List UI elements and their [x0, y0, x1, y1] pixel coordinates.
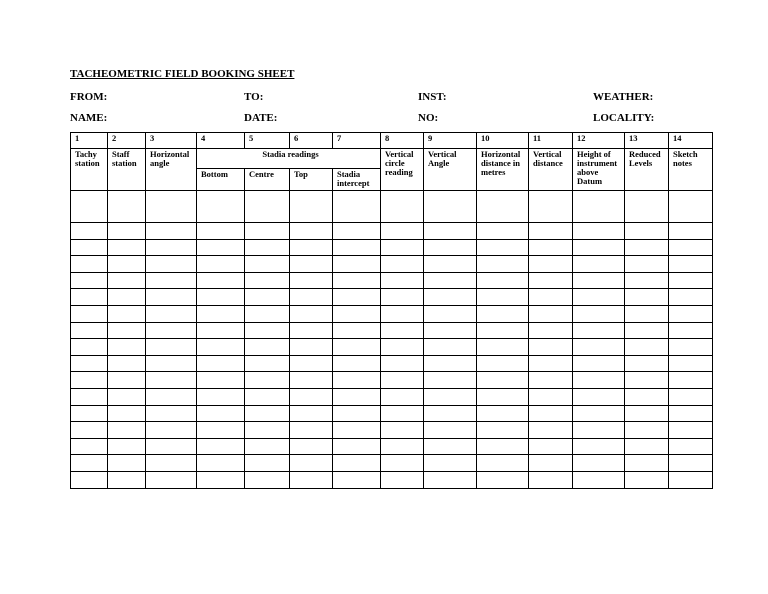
entry-cell[interactable]: [381, 405, 424, 422]
entry-cell[interactable]: [197, 305, 245, 322]
entry-cell[interactable]: [290, 305, 333, 322]
entry-cell[interactable]: [529, 372, 573, 389]
entry-cell[interactable]: [333, 223, 381, 240]
entry-cell[interactable]: [245, 388, 290, 405]
entry-cell[interactable]: [108, 289, 146, 306]
entry-cell[interactable]: [71, 322, 108, 339]
entry-cell[interactable]: [108, 422, 146, 439]
header-centre: Centre: [245, 169, 290, 191]
entry-cell[interactable]: [108, 388, 146, 405]
entry-cell[interactable]: [71, 289, 108, 306]
entry-cell[interactable]: [333, 322, 381, 339]
table-row: [71, 289, 713, 306]
table-row: [71, 372, 713, 389]
entry-cell[interactable]: [197, 355, 245, 372]
entry-cell[interactable]: [669, 322, 713, 339]
entry-cell[interactable]: [381, 355, 424, 372]
entry-cell[interactable]: [477, 289, 529, 306]
entry-cell[interactable]: [197, 455, 245, 472]
entry-cell[interactable]: [71, 272, 108, 289]
entry-cell[interactable]: [669, 272, 713, 289]
entry-cell[interactable]: [573, 223, 625, 240]
entry-cell[interactable]: [290, 455, 333, 472]
weather-label: WEATHER:: [593, 91, 654, 103]
entry-cell[interactable]: [573, 438, 625, 455]
entry-cell[interactable]: [573, 239, 625, 256]
table-row: [71, 355, 713, 372]
entry-cell[interactable]: [290, 388, 333, 405]
entry-cell[interactable]: [290, 239, 333, 256]
entry-cell[interactable]: [477, 422, 529, 439]
entry-cell[interactable]: [333, 471, 381, 488]
entry-cell[interactable]: [290, 289, 333, 306]
inst-label: INST:: [418, 91, 447, 103]
header-stadia-readings: Stadia readings: [197, 149, 381, 169]
entry-cell[interactable]: [108, 239, 146, 256]
entry-cell[interactable]: [381, 239, 424, 256]
header-staff-station: Staff station: [108, 149, 146, 191]
entry-cell[interactable]: [146, 289, 197, 306]
header-reduced-levels: Reduced Levels: [625, 149, 669, 191]
entry-cell[interactable]: [333, 372, 381, 389]
entry-cell[interactable]: [625, 471, 669, 488]
entry-cell[interactable]: [381, 256, 424, 273]
entry-cell[interactable]: [669, 405, 713, 422]
entry-cell[interactable]: [381, 305, 424, 322]
entry-cell[interactable]: [245, 339, 290, 356]
entry-cell[interactable]: [625, 455, 669, 472]
entry-cell[interactable]: [71, 305, 108, 322]
entry-cell[interactable]: [381, 191, 424, 223]
entry-cell[interactable]: [197, 339, 245, 356]
entry-cell[interactable]: [245, 191, 290, 223]
table-row: [71, 455, 713, 472]
entry-cell[interactable]: [146, 405, 197, 422]
table-row: [71, 471, 713, 488]
header-sketch-notes: Sketch notes: [669, 149, 713, 191]
entry-cell[interactable]: [477, 372, 529, 389]
column-number: 8: [381, 133, 424, 149]
entry-cell[interactable]: [529, 305, 573, 322]
entry-cell[interactable]: [573, 339, 625, 356]
entry-cell[interactable]: [669, 305, 713, 322]
entry-cell[interactable]: [146, 322, 197, 339]
entry-cell[interactable]: [146, 191, 197, 223]
entry-cell[interactable]: [529, 256, 573, 273]
entry-cell[interactable]: [573, 191, 625, 223]
entry-cell[interactable]: [245, 471, 290, 488]
table-row: [71, 422, 713, 439]
entry-cell[interactable]: [333, 256, 381, 273]
entry-cell[interactable]: [197, 422, 245, 439]
entry-cell[interactable]: [529, 388, 573, 405]
entry-cell[interactable]: [245, 272, 290, 289]
entry-cell[interactable]: [71, 388, 108, 405]
entry-cell[interactable]: [669, 438, 713, 455]
entry-cell[interactable]: [424, 471, 477, 488]
entry-cell[interactable]: [245, 223, 290, 240]
entry-cell[interactable]: [108, 322, 146, 339]
entry-cell[interactable]: [625, 339, 669, 356]
entry-cell[interactable]: [108, 438, 146, 455]
entry-cell[interactable]: [245, 372, 290, 389]
entry-cell[interactable]: [625, 223, 669, 240]
entry-cell[interactable]: [625, 422, 669, 439]
entry-cell[interactable]: [71, 438, 108, 455]
entry-cell[interactable]: [669, 339, 713, 356]
entry-cell[interactable]: [573, 388, 625, 405]
column-number: 5: [245, 133, 290, 149]
column-number: 9: [424, 133, 477, 149]
entry-cell[interactable]: [108, 455, 146, 472]
entry-cell[interactable]: [108, 339, 146, 356]
entry-cell[interactable]: [424, 405, 477, 422]
entry-cell[interactable]: [108, 355, 146, 372]
no-label: NO:: [418, 112, 439, 124]
entry-cell[interactable]: [573, 471, 625, 488]
entry-cell[interactable]: [477, 455, 529, 472]
entry-cell[interactable]: [71, 471, 108, 488]
entry-cell[interactable]: [197, 289, 245, 306]
entry-cell[interactable]: [669, 289, 713, 306]
table-row: [71, 405, 713, 422]
column-number-row: [71, 133, 713, 149]
to-label: TO:: [244, 91, 264, 103]
entry-cell[interactable]: [625, 405, 669, 422]
entry-cell[interactable]: [71, 239, 108, 256]
entry-cell[interactable]: [71, 372, 108, 389]
header-height-of-instrument: Height of instrument above Datum: [573, 149, 625, 191]
entry-cell[interactable]: [573, 355, 625, 372]
entry-cell[interactable]: [669, 372, 713, 389]
entry-cell[interactable]: [71, 223, 108, 240]
entry-cell[interactable]: [290, 223, 333, 240]
entry-cell[interactable]: [245, 256, 290, 273]
entry-cell[interactable]: [333, 239, 381, 256]
entry-cell[interactable]: [290, 422, 333, 439]
entry-cell[interactable]: [290, 471, 333, 488]
entry-cell[interactable]: [245, 455, 290, 472]
entry-cell[interactable]: [108, 305, 146, 322]
entry-cell[interactable]: [71, 355, 108, 372]
entry-cell[interactable]: [477, 438, 529, 455]
column-number: 11: [529, 133, 573, 149]
entry-cell[interactable]: [245, 322, 290, 339]
entry-cell[interactable]: [146, 256, 197, 273]
entry-cell[interactable]: [424, 455, 477, 472]
entry-cell[interactable]: [669, 256, 713, 273]
entry-cell[interactable]: [424, 223, 477, 240]
entry-cell[interactable]: [333, 405, 381, 422]
entry-cell[interactable]: [529, 355, 573, 372]
entry-cell[interactable]: [146, 223, 197, 240]
entry-cell[interactable]: [245, 438, 290, 455]
column-number: 12: [573, 133, 625, 149]
entry-cell[interactable]: [424, 305, 477, 322]
entry-cell[interactable]: [625, 355, 669, 372]
entry-cell[interactable]: [424, 322, 477, 339]
entry-cell[interactable]: [669, 223, 713, 240]
entry-cell[interactable]: [146, 471, 197, 488]
entry-cell[interactable]: [625, 272, 669, 289]
entry-cell[interactable]: [245, 289, 290, 306]
column-number: 14: [669, 133, 713, 149]
entry-cell[interactable]: [333, 305, 381, 322]
entry-cell[interactable]: [477, 388, 529, 405]
entry-cell[interactable]: [108, 256, 146, 273]
entry-cell[interactable]: [625, 322, 669, 339]
entry-cell[interactable]: [146, 372, 197, 389]
table-row: [71, 322, 713, 339]
entry-cell[interactable]: [290, 256, 333, 273]
header-row-1: [71, 149, 713, 169]
entry-cell[interactable]: [71, 422, 108, 439]
entry-cell[interactable]: [290, 438, 333, 455]
table-row: [71, 339, 713, 356]
entry-cell[interactable]: [71, 191, 108, 223]
entry-cell[interactable]: [245, 239, 290, 256]
entry-cell[interactable]: [529, 339, 573, 356]
entry-cell[interactable]: [108, 372, 146, 389]
entry-cell[interactable]: [381, 289, 424, 306]
entry-cell[interactable]: [197, 372, 245, 389]
entry-cell[interactable]: [71, 339, 108, 356]
entry-cell[interactable]: [424, 438, 477, 455]
entry-cell[interactable]: [146, 272, 197, 289]
entry-cell[interactable]: [573, 455, 625, 472]
entry-cell[interactable]: [529, 272, 573, 289]
column-number: 6: [290, 133, 333, 149]
entry-cell[interactable]: [477, 355, 529, 372]
entry-cell[interactable]: [197, 272, 245, 289]
entry-cell[interactable]: [424, 372, 477, 389]
entry-cell[interactable]: [381, 388, 424, 405]
entry-cell[interactable]: [146, 355, 197, 372]
header-top: Top: [290, 169, 333, 191]
entry-cell[interactable]: [245, 355, 290, 372]
entry-cell[interactable]: [424, 339, 477, 356]
entry-cell[interactable]: [573, 372, 625, 389]
entry-cell[interactable]: [529, 223, 573, 240]
entry-cell[interactable]: [424, 256, 477, 273]
entry-cell[interactable]: [333, 191, 381, 223]
entry-cell[interactable]: [669, 239, 713, 256]
entry-cell[interactable]: [477, 191, 529, 223]
entry-cell[interactable]: [381, 223, 424, 240]
entry-cell[interactable]: [146, 422, 197, 439]
booking-table: [70, 132, 713, 489]
entry-cell[interactable]: [573, 322, 625, 339]
entry-cell[interactable]: [146, 239, 197, 256]
entry-cell[interactable]: [529, 239, 573, 256]
entry-cell[interactable]: [197, 256, 245, 273]
sheet-title: TACHEOMETRIC FIELD BOOKING SHEET: [70, 68, 295, 80]
entry-cell[interactable]: [381, 455, 424, 472]
column-number: 4: [197, 133, 245, 149]
table-row: [71, 438, 713, 455]
entry-cell[interactable]: [424, 388, 477, 405]
entry-cell[interactable]: [108, 223, 146, 240]
entry-cell[interactable]: [146, 339, 197, 356]
entry-cell[interactable]: [381, 422, 424, 439]
entry-cell[interactable]: [197, 239, 245, 256]
table-row: [71, 272, 713, 289]
entry-cell[interactable]: [71, 256, 108, 273]
column-number: 7: [333, 133, 381, 149]
entry-cell[interactable]: [197, 223, 245, 240]
entry-cell[interactable]: [529, 438, 573, 455]
table-row: [71, 256, 713, 273]
name-label: NAME:: [70, 112, 108, 124]
entry-cell[interactable]: [290, 405, 333, 422]
entry-cell[interactable]: [529, 455, 573, 472]
entry-cell[interactable]: [625, 372, 669, 389]
entry-cell[interactable]: [333, 455, 381, 472]
entry-cell[interactable]: [477, 256, 529, 273]
entry-cell[interactable]: [333, 438, 381, 455]
entry-cell[interactable]: [424, 272, 477, 289]
entry-cell[interactable]: [477, 223, 529, 240]
table-row: [71, 239, 713, 256]
entry-cell[interactable]: [290, 372, 333, 389]
entry-cell[interactable]: [424, 191, 477, 223]
entry-cell[interactable]: [573, 422, 625, 439]
entry-cell[interactable]: [108, 191, 146, 223]
entry-cell[interactable]: [197, 438, 245, 455]
entry-cell[interactable]: [669, 191, 713, 223]
entry-cell[interactable]: [71, 455, 108, 472]
header-vertical-angle: Vertical Angle: [424, 149, 477, 191]
entry-cell[interactable]: [477, 305, 529, 322]
entry-cell[interactable]: [625, 289, 669, 306]
entry-cell[interactable]: [477, 272, 529, 289]
entry-cell[interactable]: [424, 422, 477, 439]
header-bottom: Bottom: [197, 169, 245, 191]
entry-cell[interactable]: [290, 355, 333, 372]
entry-cell[interactable]: [146, 305, 197, 322]
entry-cell[interactable]: [381, 322, 424, 339]
entry-cell[interactable]: [197, 388, 245, 405]
entry-cell[interactable]: [625, 388, 669, 405]
entry-cell[interactable]: [529, 289, 573, 306]
header-horizontal-distance: Horizontal distance in metres: [477, 149, 529, 191]
entry-cell[interactable]: [669, 422, 713, 439]
entry-cell[interactable]: [477, 322, 529, 339]
header-horizontal-angle: Horizontal angle: [146, 149, 197, 191]
entry-cell[interactable]: [290, 339, 333, 356]
header-tachy-station: Tachy station: [71, 149, 108, 191]
entry-cell[interactable]: [333, 339, 381, 356]
entry-cell[interactable]: [197, 191, 245, 223]
entry-cell[interactable]: [333, 355, 381, 372]
column-number: 1: [71, 133, 108, 149]
header-stadia-intercept: Stadia intercept: [333, 169, 381, 191]
column-number: 3: [146, 133, 197, 149]
entry-cell[interactable]: [381, 471, 424, 488]
entry-cell[interactable]: [381, 272, 424, 289]
entry-cell[interactable]: [333, 272, 381, 289]
from-label: FROM:: [70, 91, 108, 103]
date-label: DATE:: [244, 112, 278, 124]
entry-cell[interactable]: [477, 239, 529, 256]
entry-cell[interactable]: [108, 471, 146, 488]
entry-cell[interactable]: [477, 405, 529, 422]
entry-cell[interactable]: [669, 471, 713, 488]
entry-cell[interactable]: [381, 339, 424, 356]
entry-cell[interactable]: [197, 322, 245, 339]
entry-cell[interactable]: [424, 239, 477, 256]
header-vertical-distance: Vertical distance: [529, 149, 573, 191]
entry-cell[interactable]: [573, 256, 625, 273]
entry-cell[interactable]: [108, 272, 146, 289]
table-row: [71, 305, 713, 322]
entry-cell[interactable]: [529, 191, 573, 223]
entry-cell[interactable]: [71, 405, 108, 422]
entry-cell[interactable]: [669, 388, 713, 405]
entry-cell[interactable]: [669, 355, 713, 372]
entry-cell[interactable]: [573, 272, 625, 289]
entry-cell[interactable]: [146, 455, 197, 472]
entry-cell[interactable]: [477, 471, 529, 488]
entry-cell[interactable]: [197, 405, 245, 422]
column-number: 2: [108, 133, 146, 149]
entry-cell[interactable]: [381, 372, 424, 389]
table-row: [71, 388, 713, 405]
entry-cell[interactable]: [625, 191, 669, 223]
entry-cell[interactable]: [625, 256, 669, 273]
locality-label: LOCALITY:: [593, 112, 655, 124]
entry-cell[interactable]: [529, 422, 573, 439]
entry-cell[interactable]: [529, 405, 573, 422]
entry-cell[interactable]: [290, 191, 333, 223]
entry-cell[interactable]: [573, 405, 625, 422]
entry-cell[interactable]: [197, 471, 245, 488]
entry-cell[interactable]: [381, 438, 424, 455]
entry-cell[interactable]: [245, 405, 290, 422]
table-row: [71, 223, 713, 240]
entry-cell[interactable]: [333, 422, 381, 439]
entry-cell[interactable]: [290, 272, 333, 289]
entry-cell[interactable]: [424, 355, 477, 372]
entry-cell[interactable]: [146, 438, 197, 455]
entry-cell[interactable]: [573, 289, 625, 306]
entry-cell[interactable]: [573, 305, 625, 322]
entry-cell[interactable]: [529, 471, 573, 488]
entry-cell[interactable]: [245, 422, 290, 439]
entry-cell[interactable]: [669, 455, 713, 472]
entry-cell[interactable]: [146, 388, 197, 405]
entry-cell[interactable]: [477, 339, 529, 356]
entry-cell[interactable]: [333, 289, 381, 306]
column-number: 10: [477, 133, 529, 149]
table-row: [71, 191, 713, 223]
entry-cell[interactable]: [245, 305, 290, 322]
column-number: 13: [625, 133, 669, 149]
entry-cell[interactable]: [625, 438, 669, 455]
entry-cell[interactable]: [290, 322, 333, 339]
entry-cell[interactable]: [424, 289, 477, 306]
entry-cell[interactable]: [333, 388, 381, 405]
entry-cell[interactable]: [529, 322, 573, 339]
header-vertical-circle-reading: Vertical circle reading: [381, 149, 424, 191]
entry-cell[interactable]: [625, 239, 669, 256]
entry-cell[interactable]: [625, 305, 669, 322]
entry-cell[interactable]: [108, 405, 146, 422]
